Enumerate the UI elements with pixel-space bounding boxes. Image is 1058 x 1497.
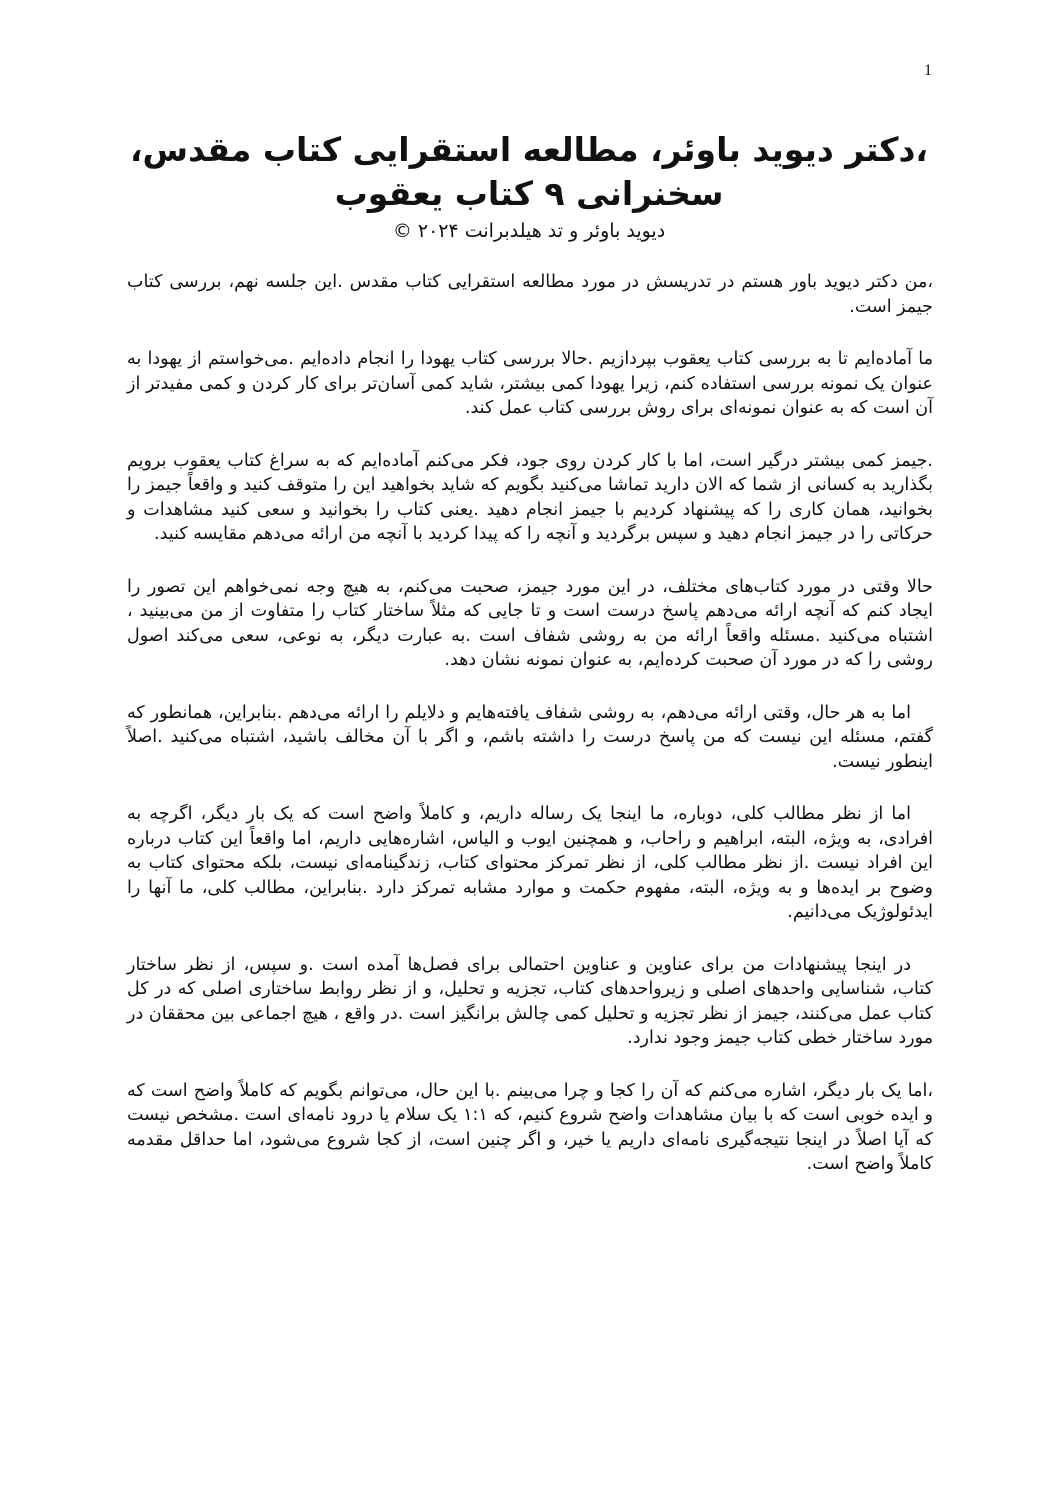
paragraph: حالا وقتی در مورد کتاب‌های مختلف، در این مورد جیمز، صحبت می‌کنم، به هیچ وجه نمی‌خواهم این تصور را ایجاد کنم که آنچه ارائه می‌دهم پاسخ درست است و تا جایی که مثلاً ساختار کتاب را متفاوت از من می‌بینید ، اشتباه می‌کنید .مسئله واقعاً ارائه من به روشی شفاف است .به عبارت دیگر، به نوعی، سعی می‌کند اصول روشی را که در مورد آن صحبت کرده‌ایم، به عنوان نمونه نشان دهد.: [127, 576, 933, 670]
page-number: 1: [924, 62, 932, 79]
paragraph: .جیمز کمی بیشتر درگیر است، اما با کار کردن روی جود، فکر می‌کنم آماده‌ایم که به سراغ کتاب یعقوب برویم بگذارید به کسانی از شما که الان دارید تماشا می‌کنید بگویم که شاید بخواهید این را متوقف کنید و واقعاً جیمز را بخوانید، همان کاری را که پیشنهاد کردیم با جیمز انجام دهید .یعنی کتاب را بخوانید و سعی کنید مشاهدات و حرکاتی را در جیمز انجام دهید و سپس برگردید و آنچه را که پیدا کردید با آنچه من ارائه می‌دهم مقایسه کنید.: [127, 450, 933, 544]
paragraph: ،من دکتر دیوید باور هستم در تدریسش در مورد مطالعه استقرایی کتاب مقدس .این جلسه نهم، بررسی کتاب جیمز است.: [127, 272, 933, 317]
paragraph: ،اما یک بار دیگر، اشاره می‌کنم که آن را کجا و چرا می‌بینم .با این حال، می‌توانم بگویم که کاملاً واضح است که و ایده خوبی است که با بیان مشاهدات واضح شروع کنیم، که ۱:۱ یک سلام یا درود نامه‌ای است .مشخص نیست که آیا اصلاً در اینجا نتیجه‌گیری نامه‌ای داریم یا خیر، و اگر چنین است، از کجا شروع می‌شود، اما حداقل مقدمه کاملاً واضح است.: [127, 1080, 934, 1174]
paragraph: اما از نظر مطالب کلی، دوباره، ما اینجا یک رساله داریم، و کاملاً واضح است که یک بار دیگر، اگرچه به افرادی، به ویژه، البته، ابراهیم و راحاب، و همچنین ایوب و الیاس، اشاره‌هایی داریم، اما واقعاً این کتاب درباره این افراد نیست .از نظر مطالب کلی، از نظر تمرکز محتوای کتاب، زندگینامه‌ای نیست، بلکه محتوای کتاب به وضوح بر ایده‌ها و به ویژه، البته، مفهوم حکمت و موارد مشابه تمرکز دارد .بنابراین، مطالب کلی، ما آنها را ایدئولوژیک می‌دانیم.: [127, 804, 933, 922]
document-body: [127, 270, 933, 1205]
paragraph: اما به هر حال، وقتی ارائه می‌دهم، به روشی شفاف یافته‌هایم و دلایلم را ارائه می‌دهم .بنابراین، همانطور که گفتم، مسئله این نیست که من پاسخ درست را داشته باشم، و اگر با آن مخالف باشید، اشتباه می‌کنید .اصلاً اینطور نیست.: [127, 702, 933, 772]
document-title: ،دکتر دیوید باوئر، مطالعه استقرایی کتاب مقدس، سخنرانی ۹ کتاب یعقوب: [130, 130, 928, 213]
copyright-line: دیوید باوئر و تد هیلدبرانت ۲۰۲۴ ©: [392, 220, 666, 242]
paragraph: در اینجا پیشنهادات من برای عناوین و عناوین احتمالی برای فصل‌ها آمده است .و سپس، از نظر ساختار کتاب، شناسایی واحدهای اصلی و زیرواحدهای کتاب، تجزیه و تحلیل، و از نظر روابط ساختاری اصلی که در کل کتاب عمل می‌کنند، جیمز از نظر تجزیه و تحلیل کمی چالش برانگیز است .در واقع ، هیچ اجماعی بین محققان در مورد ساختار خطی کتاب جیمز وجود ندارد.: [127, 954, 933, 1048]
paragraph: ما آماده‌ایم تا به بررسی کتاب یعقوب بپردازیم .حالا بررسی کتاب یهودا را انجام داده‌ایم .می‌خواستم از یهودا به عنوان یک نمونه بررسی استفاده کنم، زیرا یهودا کمی بیشتر، شاید کمی آسان‌تر برای کار کردن و کمی مفیدتر از آن است که به عنوان نمونه‌ای برای روش بررسی کتاب عمل کند.: [127, 349, 933, 418]
